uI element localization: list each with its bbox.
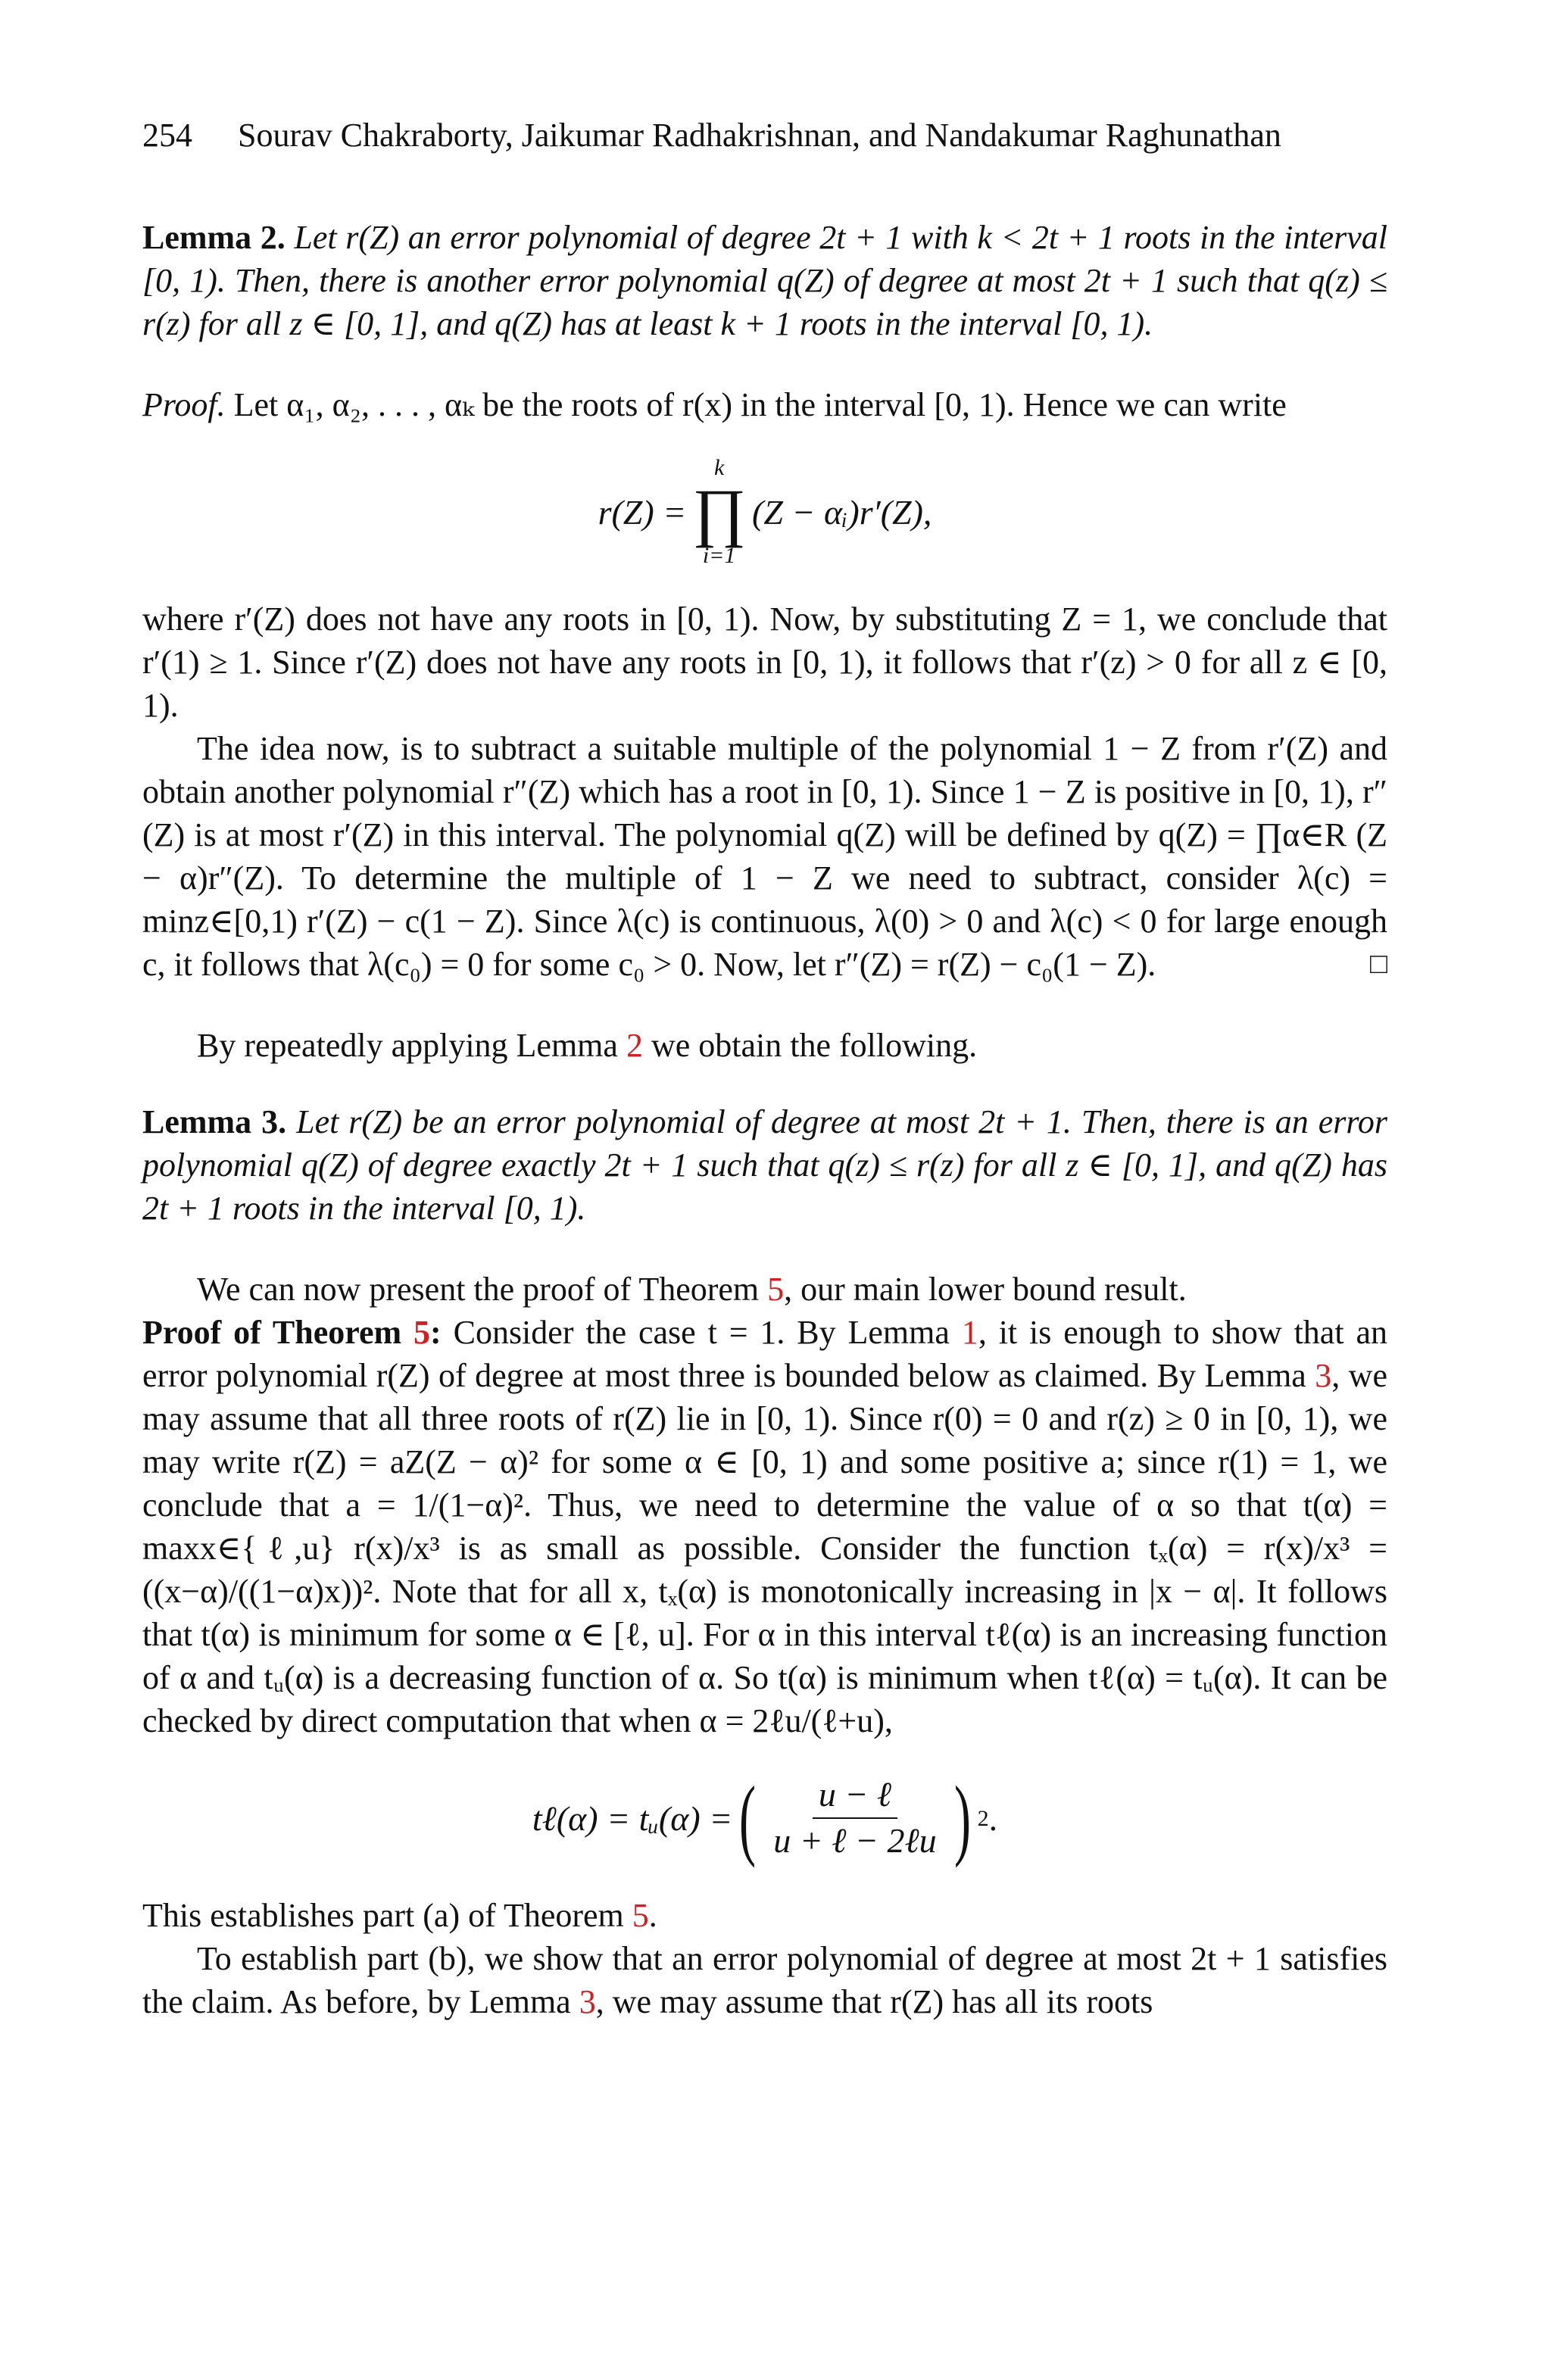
product-symbol: ∏ <box>692 476 747 548</box>
product-operator <box>692 457 746 567</box>
theorem-proof-head-colon: : <box>430 1314 442 1351</box>
proof-paragraph-2 <box>142 727 1387 986</box>
establish-text-after: . <box>648 1897 657 1934</box>
eq2-tail: . <box>988 1798 998 1838</box>
theorem-proof-text-2: , it is enough to show that an error polynomial r(Z) of degree at most three is bounded below as claimed. By Lemma <box>142 1314 1387 1394</box>
eq1-rhs: (Z − αᵢ)r′(Z), <box>752 492 932 532</box>
theorem-5-link[interactable]: 5 <box>767 1271 785 1308</box>
lemma-3-head: Lemma 3. <box>142 1103 287 1140</box>
theorem-proof-text-3: , we may assume that all three roots of r(Z) lie in [0, 1). Since r(0) = 0 and r(z) ≥ 0 in [0, 1), we may write r(Z) = aZ(Z − α)² for some α ∈ [0, 1) and some positive a; since r(1) = 1, we conclude that a = 1/(1−α)². Thus, we need to determine the value of α so that t(α) = maxx∈{ℓ,u} r(x)/x³ is as small as possible. Consider the function tₓ(α) = r(x)/x³ = ((x−α)/((1−α)x))². Note that for all x, tₓ(α) is monotonically increasing in |x − α|. It follows that t(α) is minimum for some α ∈ [ℓ, u]. For α in this interval tℓ(α) is an increasing function of α and tᵤ(α) is a decreasing function of α. So t(α) is minimum when tℓ(α) = tᵤ(α). It can be checked by direct computation that when α = 2ℓu/(ℓ+u), <box>142 1357 1387 1739</box>
running-head <box>142 114 1387 157</box>
running-head-authors: Sourav Chakraborty, Jaikumar Radhakrishnan, and Nandakumar Raghunathan <box>238 117 1281 154</box>
page-number: 254 <box>142 117 192 154</box>
theorem-proof-text-1: Consider the case t = 1. By Lemma <box>441 1314 962 1351</box>
repeat-paragraph <box>142 1024 1387 1067</box>
lemma-2-link[interactable]: 2 <box>626 1027 643 1064</box>
product-upper-limit: k <box>713 455 725 480</box>
qed-symbol: □ <box>1370 948 1387 980</box>
lemma-3-link-2[interactable]: 3 <box>579 1983 596 2020</box>
part-b-text-after: , we may assume that r(Z) has all its roots <box>595 1983 1153 2020</box>
lemma-3 <box>142 1100 1387 1230</box>
lemma-3-link[interactable]: 3 <box>1315 1357 1332 1394</box>
proof-paragraph-1: where r′(Z) does not have any roots in [0, 1). Now, by substituting Z = 1, we conclude that r′(1) ≥ 1. Since r′(Z) does not have any roots in [0, 1), it follows that r′(z) > 0 for all z ∈ [0, 1). <box>142 600 1387 724</box>
left-paren: ( <box>739 1767 757 1868</box>
proof-label: Proof. <box>142 386 226 423</box>
eq2-denominator: u + ℓ − 2ℓu <box>773 1821 937 1860</box>
eq2-fraction <box>767 1776 942 1860</box>
eq1-lhs: r(Z) = <box>598 492 687 532</box>
theorem-5-proof <box>142 1311 1387 1742</box>
repeat-text-after: we obtain the following. <box>642 1027 978 1064</box>
establish-text-before: This establishes part (a) of Theorem <box>142 1897 632 1934</box>
part-b-paragraph <box>142 1937 1387 2023</box>
proof-intro-text: Let α₁, α₂, . . . , αₖ be the roots of r(x) in the interval [0, 1). Hence we can write <box>233 386 1287 423</box>
theorem-5-head-link[interactable]: 5 <box>413 1314 431 1351</box>
eq2-lhs: tℓ(α) = tᵤ(α) = <box>532 1798 733 1838</box>
theorem-5-link-2[interactable]: 5 <box>632 1897 649 1934</box>
repeat-text-before: By repeatedly applying Lemma <box>197 1027 626 1064</box>
part-b-text-before: To establish part (b), we show that an error polynomial of degree at most 2t + 1 satisfies the claim. As before, by Lemma <box>142 1940 1387 2020</box>
lemma-2 <box>142 216 1387 345</box>
product-lower-limit: i=1 <box>702 543 736 568</box>
lemma-2-head: Lemma 2. <box>142 219 286 256</box>
theorem-proof-head <box>142 1314 442 1351</box>
present-text-before: We can now present the proof of Theorem <box>197 1271 768 1308</box>
lemma-3-statement: Let r(Z) be an error polynomial of degree at most 2t + 1. Then, there is an error polynomial q(Z) of degree exactly 2t + 1 such that q(z) ≤ r(z) for all z ∈ [0, 1], and q(Z) has 2t + 1 roots in the interval [0, 1). <box>142 1103 1388 1227</box>
eq2-exponent: 2 <box>977 1805 989 1831</box>
eq2-numerator: u − ℓ <box>813 1776 897 1819</box>
lemma-1-link[interactable]: 1 <box>961 1314 978 1351</box>
theorem-proof-head-text: Proof of Theorem <box>142 1314 414 1351</box>
equation-t-ell-equals-t-u <box>142 1767 1387 1868</box>
proof-intro <box>142 383 1387 426</box>
page-content <box>142 114 1387 2023</box>
proof-paragraph-2-text: The idea now, is to subtract a suitable multiple of the polynomial 1 − Z from r′(Z) and obtain another polynomial r″(Z) which has a root in [0, 1). Since 1 − Z is positive in [0, 1), r″(Z) is at most r′(Z) in this interval. The polynomial q(Z) will be defined by q(Z) = ∏α∈R (Z − α)r″(Z). To determine the multiple of 1 − Z we need to subtract, consider λ(c) = minz∈[0,1) r′(Z) − c(1 − Z). Since λ(c) is continuous, λ(0) > 0 and λ(c) < 0 for large enough c, it follows that λ(c₀) = 0 for some c₀ > 0. Now, let r″(Z) = r(Z) − c₀(1 − Z). <box>142 730 1387 983</box>
present-text-after: , our main lower bound result. <box>784 1271 1187 1308</box>
equation-product <box>142 457 1387 567</box>
establish-paragraph <box>142 1894 1387 1937</box>
lemma-2-statement: Let r(Z) an error polynomial of degree 2t + 1 with k < 2t + 1 roots in the interval [0, 1). Then, there is another error polynomial q(Z) of degree at most 2t + 1 such that q(z) ≤ r(z) for all z ∈ [0, 1], and q(Z) has at least k + 1 roots in the interval [0, 1). <box>142 219 1388 342</box>
right-paren: ) <box>953 1767 971 1868</box>
present-paragraph <box>142 1268 1387 1311</box>
